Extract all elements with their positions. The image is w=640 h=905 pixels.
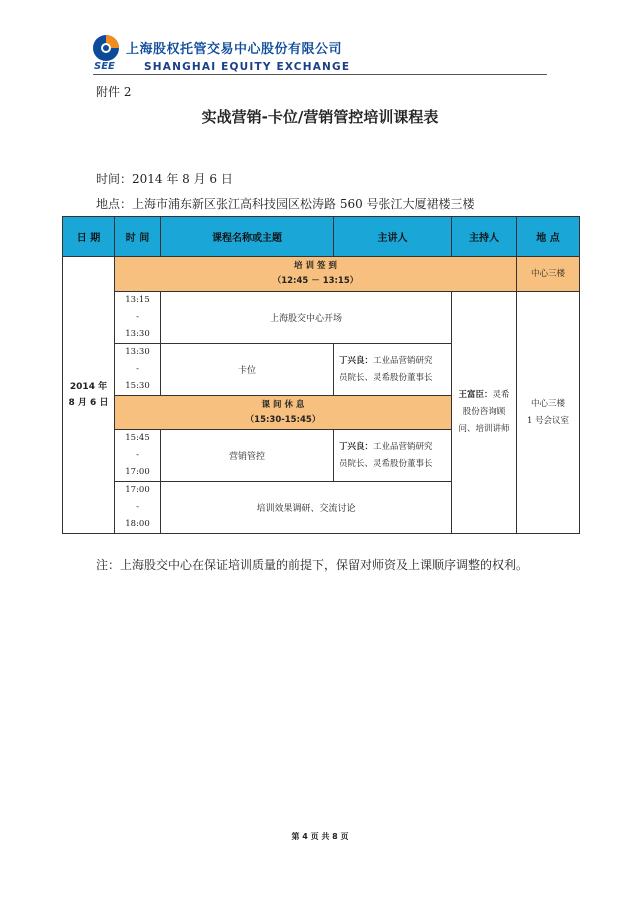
time-dash: - — [136, 312, 139, 322]
time-start: 15:45 — [125, 433, 150, 443]
column-header-time: 时 间 — [115, 217, 161, 257]
topic-cell: 营销管控 — [161, 430, 334, 482]
time-cell — [115, 482, 161, 534]
time-dash: - — [136, 364, 139, 374]
column-header-date: 日 期 — [63, 217, 115, 257]
see-mark: SEE — [94, 61, 115, 72]
venue-cell — [517, 292, 580, 534]
speaker-cell — [334, 344, 452, 396]
table-row-signin — [63, 257, 580, 292]
letterhead — [92, 34, 547, 76]
header-divider — [93, 74, 547, 75]
host-desc-3: 问、培训讲师 — [458, 424, 510, 434]
speaker-line-1 — [339, 439, 446, 456]
speaker-name: 丁兴良： — [339, 441, 374, 452]
footnote: 注：上海股交中心在保证培训质量的前提下，保留对师资及上课顺序调整的权利。 — [96, 558, 529, 572]
speaker-desc-1: 工业品营销研究 — [373, 441, 433, 452]
venue-line-2: 1 号会议室 — [526, 415, 570, 426]
time-cell — [115, 344, 161, 396]
place-line: 地点：上海市浦东新区张江高科技园区松涛路 560 号张江大厦裙楼三楼 — [96, 197, 475, 211]
company-name-en: SHANGHAI EQUITY EXCHANGE — [144, 61, 351, 73]
date-year: 2014 年 — [69, 382, 108, 392]
host-cell — [452, 292, 517, 534]
speaker-desc-2: 员院长、灵希股份董事长 — [339, 458, 433, 469]
date-day: 8 月 6 日 — [68, 398, 109, 408]
time-end: 15:30 — [125, 381, 150, 391]
date-cell — [63, 257, 115, 534]
host-name: 王富臣： — [458, 390, 493, 400]
host-desc-2: 股份咨询顾 — [462, 407, 506, 417]
signin-band — [115, 257, 517, 292]
time-dash: - — [136, 450, 139, 460]
column-header-venue: 地 点 — [517, 217, 580, 257]
signin-venue: 中心三楼 — [517, 257, 580, 292]
speaker-desc-2: 员院长、灵希股份董事长 — [339, 372, 433, 383]
schedule-table — [62, 216, 580, 534]
break-band — [115, 396, 452, 430]
topic-cell: 卡位 — [161, 344, 334, 396]
column-header-host: 主持人 — [452, 217, 517, 257]
signin-time: （12:45 － 13:15） — [272, 276, 359, 286]
time-start: 17:00 — [125, 485, 150, 495]
signin-title: 培 训 签 到 — [294, 261, 337, 271]
table-header-row — [63, 217, 580, 257]
time-end: 13:30 — [125, 329, 150, 339]
time-line: 时间：2014 年 8 月 6 日 — [96, 172, 233, 186]
page-number: 第 4 页 共 8 页 — [291, 832, 349, 841]
time-start: 13:30 — [125, 347, 150, 357]
host-desc-1: 灵希 — [492, 390, 510, 400]
host-line-1 — [452, 387, 516, 404]
see-logo-icon — [92, 34, 120, 62]
venue-line-1: 中心三楼 — [530, 398, 565, 409]
annex-label: 附件 2 — [96, 85, 132, 99]
topic-cell: 培训效果调研、交流讨论 — [161, 482, 452, 534]
time-end: 17:00 — [125, 467, 150, 477]
speaker-name: 丁兴良： — [339, 355, 374, 366]
time-cell — [115, 430, 161, 482]
speaker-line-1 — [339, 353, 446, 370]
break-title: 课 间 休 息 — [261, 399, 305, 410]
company-name-cn: 上海股权托管交易中心股份有限公司 — [126, 42, 343, 57]
time-cell — [115, 292, 161, 344]
column-header-topic: 课程名称或主题 — [161, 217, 334, 257]
time-dash: - — [136, 502, 139, 512]
time-start: 13:15 — [125, 295, 150, 305]
speaker-cell — [334, 430, 452, 482]
topic-cell: 上海股交中心开场 — [161, 292, 452, 344]
break-time: （15:30-15:45） — [245, 414, 321, 425]
column-header-speaker: 主讲人 — [334, 217, 452, 257]
table-row — [63, 292, 580, 344]
time-end: 18:00 — [125, 519, 150, 529]
speaker-desc-1: 工业品营销研究 — [373, 355, 433, 366]
document-title: 实战营销-卡位/营销管控培训课程表 — [201, 108, 439, 126]
